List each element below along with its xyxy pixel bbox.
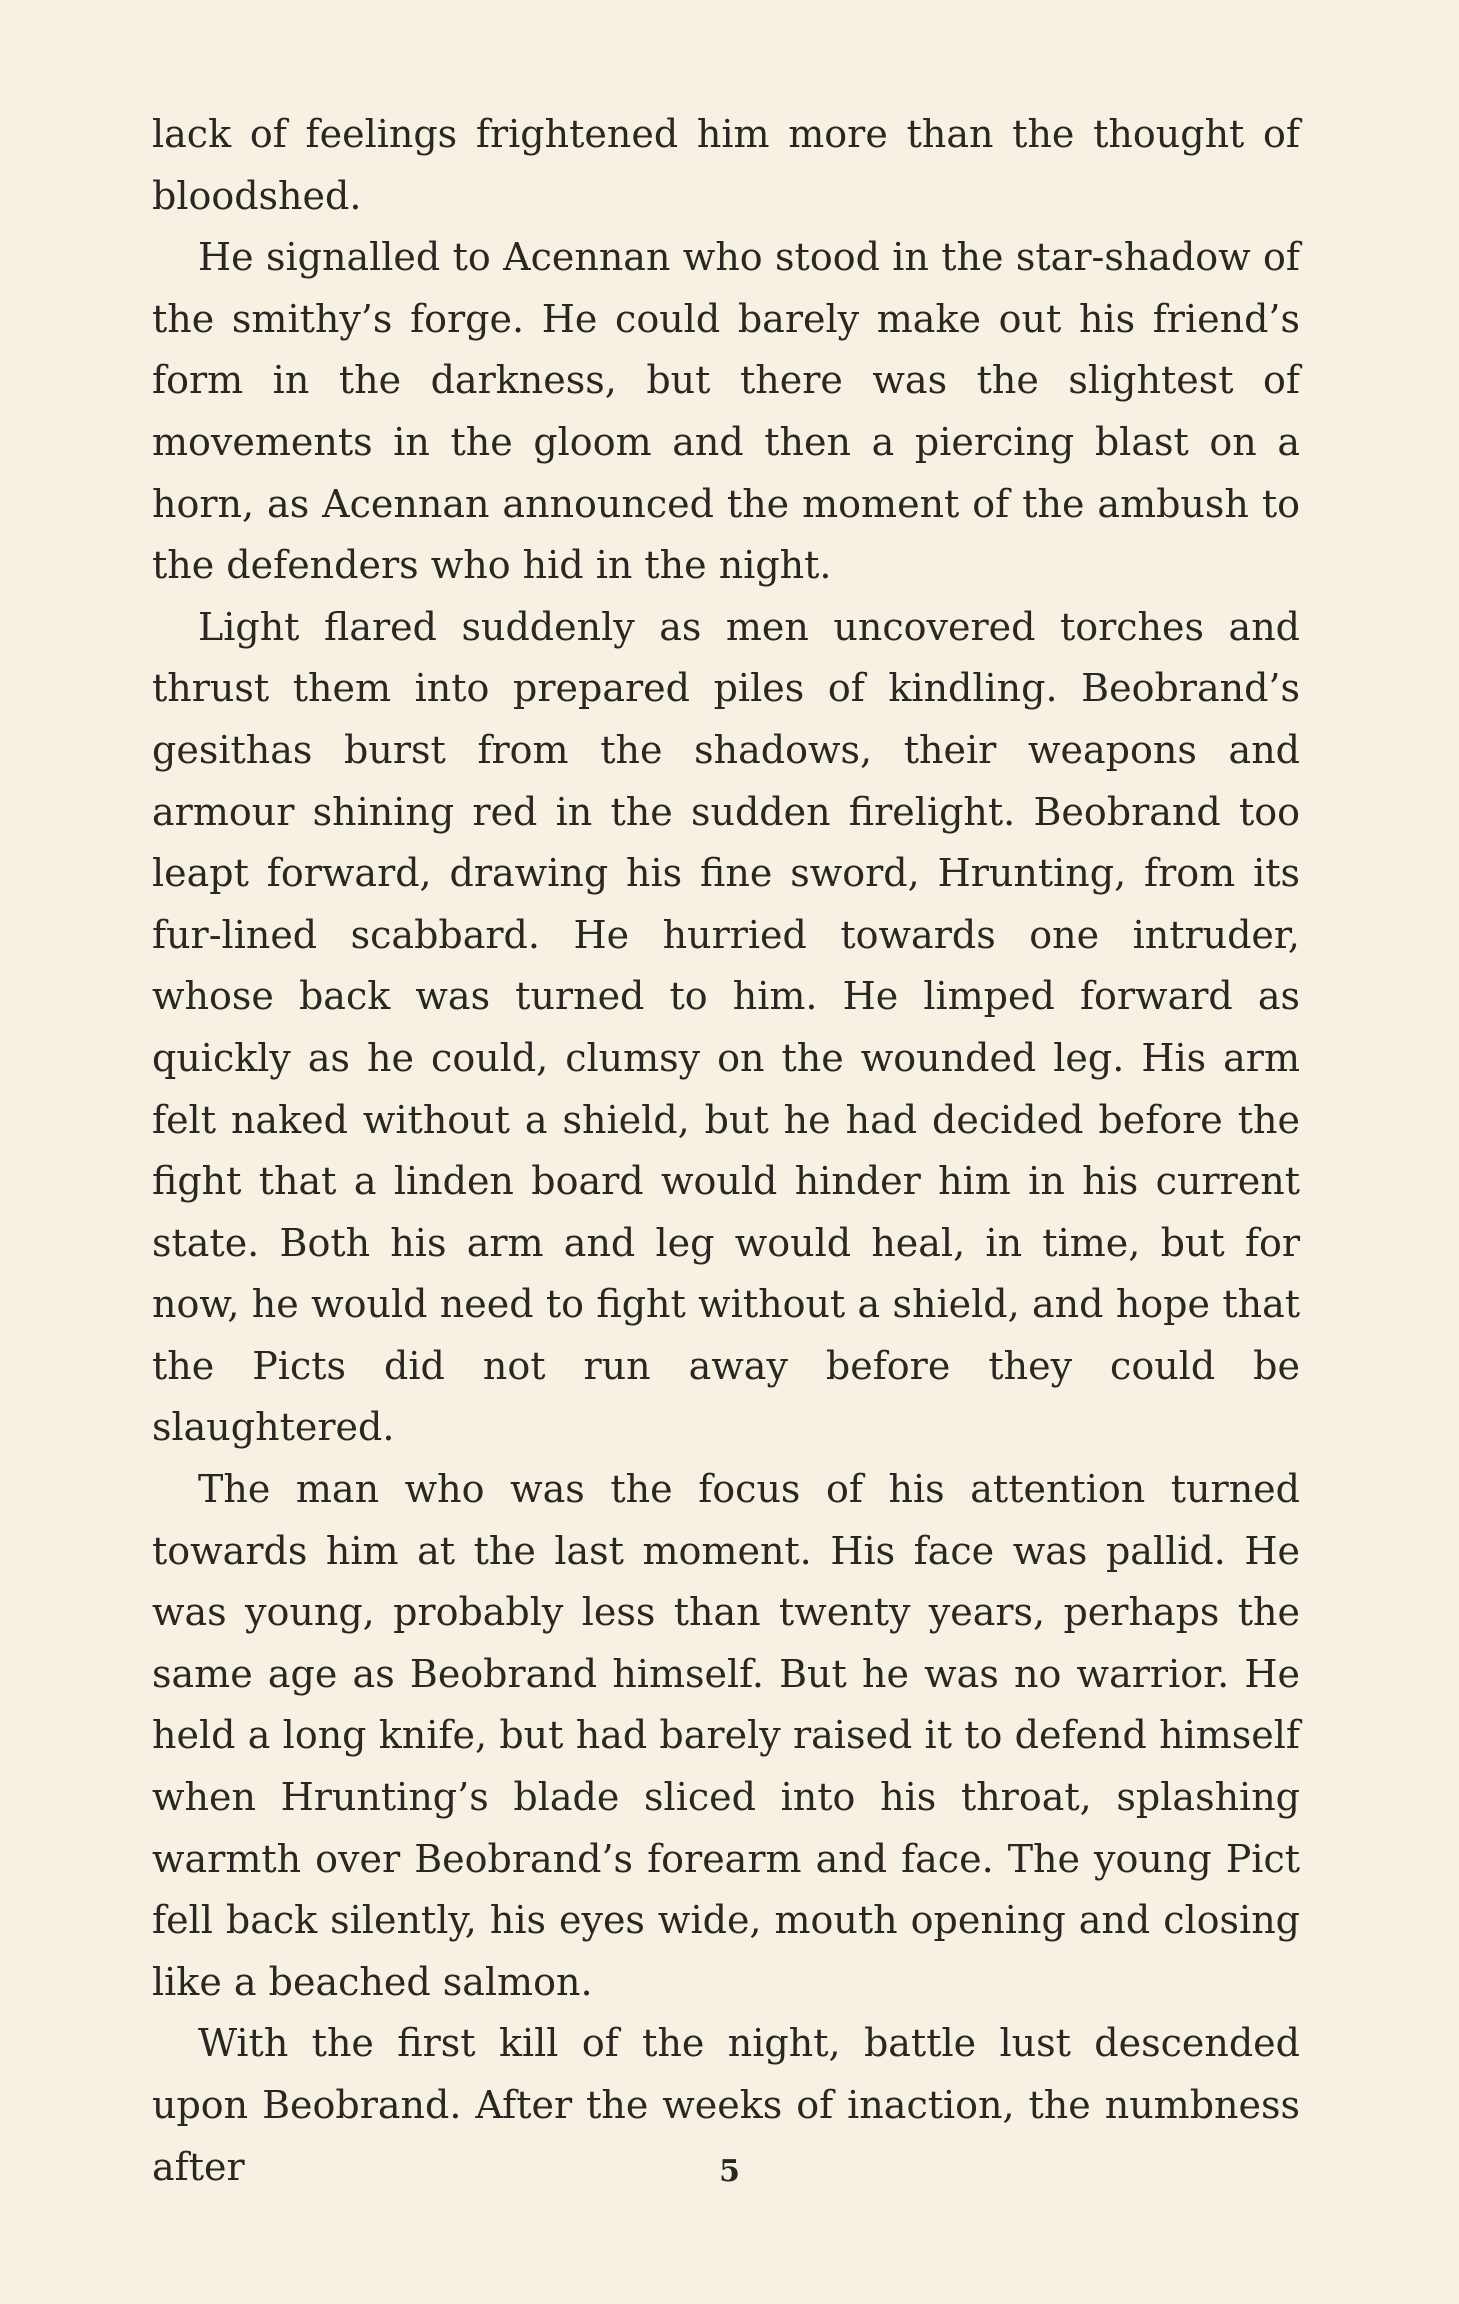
paragraph: Light flared suddenly as men uncovered torches and thrust them into prepared piles of kindling. Beobrand’s gesithas burst from the shadows, their weapons and armour shining red in the sudden firelight. Beobrand too leapt forward, drawing his fine sword, Hrunting, from its fur-lined scabbard. He hurried towards one intruder, whose back was turned to him. He limped forward as quickly as he could, clumsy on the wounded leg. His arm felt naked without a shield, but he had decided before the fight that a linden board would hinder him in his current state. Both his arm and leg would heal, in time, but for now, he would need to fight without a shield, and hope that the Picts did not run away before they could be slaughtered. [152,604,1300,1450]
paragraph: He signalled to Acennan who stood in the star-shadow of the smithy’s forge. He could barely make out his friend’s form in the darkness, but there was the slightest of movements in the gloom and then a piercing blast on a horn, as Acennan announced the moment of the ambush to the defenders who hid in the night. [152,235,1300,588]
paragraph: With the first kill of the night, battle lust descended upon Beobrand. After the weeks of inaction, the numbness after [152,2021,1300,2189]
paragraph: The man who was the focus of his attention turned towards him at the last moment. His face was pallid. He was young, probably less than twenty years, perhaps the same age as Beobrand himself. But he was no warrior. He held a long knife, but had barely raised it to defend himself when Hrunting’s blade sliced into his throat, splashing warmth over Beobrand’s forearm and face. The young Pict fell back silently, his eyes wide, mouth opening and closing like a beached salmon. [152,1467,1300,2004]
paragraph-continuation: lack of feelings frightened him more than the thought of bloodshed. [152,112,1300,218]
page-number: 5 [719,2154,740,2189]
body-text [152,104,1300,2198]
